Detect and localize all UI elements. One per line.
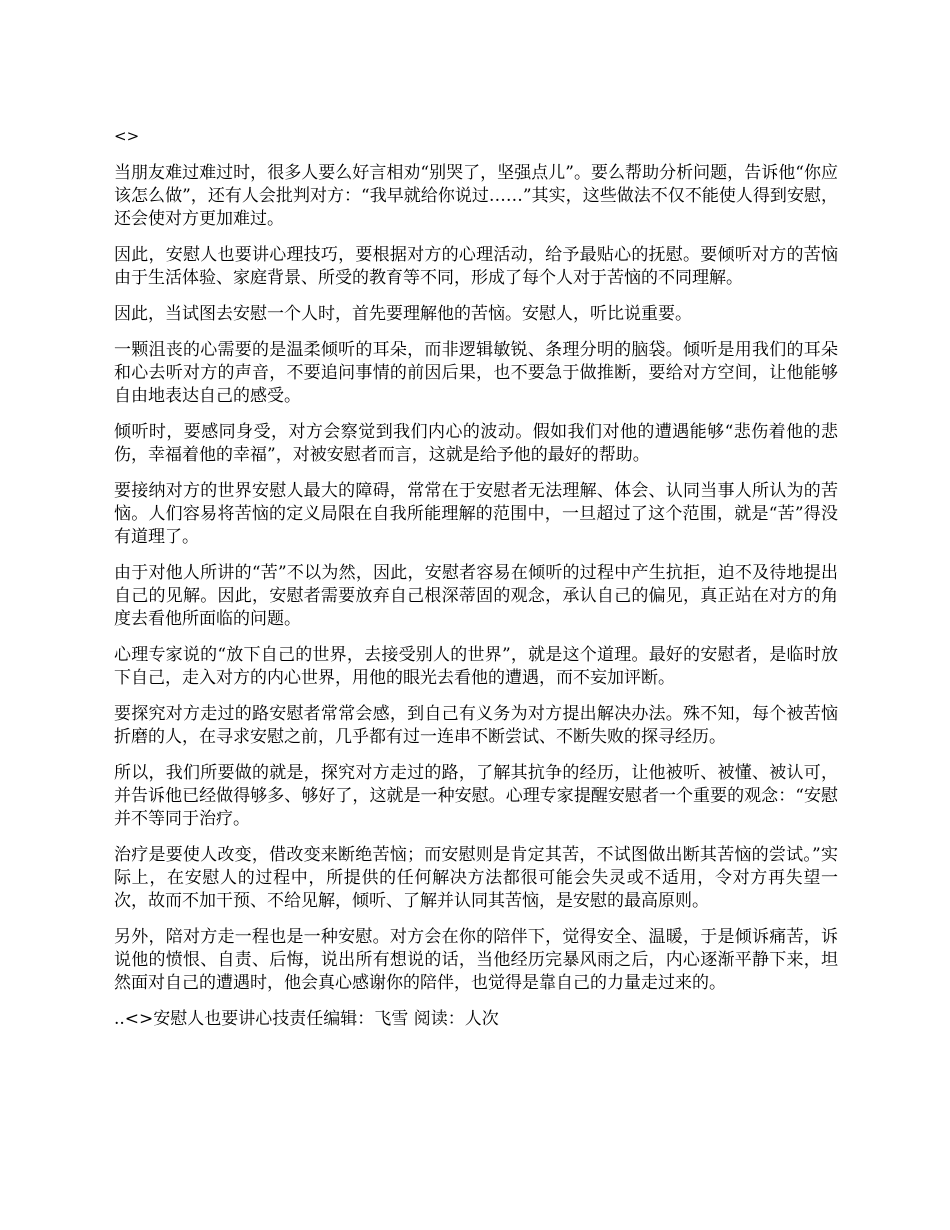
paragraph-3: 因此，当试图去安慰一个人时，首先要理解他的苦恼。安慰人，听比说重要。 [114,304,692,324]
paragraph-11: 治疗是要使人改变，借改变来断绝苦恼；而安慰则是肯定其苦，不试图做出断其苦恼的尝试。”实际上，在安慰人的过程中，所提供的任何解决方法都很可能会失灵或不适用，令对方再失望一次，故而不加干预、不给见解，倾听、了解并认同其苦恼，是安慰的最高原则。 [114,845,838,911]
article [114,126,838,1031]
paragraph-2: 因此，安慰人也要讲心理技巧，要根据对方的心理活动，给予最贴心的抚慰。要倾听对方的苦恼由于生活体验、家庭背景、所受的教育等不同，形成了每个人对于苦恼的不同理解。 [114,245,838,288]
paragraph-12: 另外，陪对方走一程也是一种安慰。对方会在你的陪伴下，觉得安全、温暖，于是倾诉痛苦，诉说他的愤恨、自责、后悔，说出所有想说的话，当他经历完暴风雨之后，内心逐渐平静下来，坦然面对自己的遭遇时，他会真心感谢你的陪伴，也觉得是靠自己的力量走过来的。 [114,927,838,993]
paragraph-6: 要接纳对方的世界安慰人最大的障碍，常常在于安慰者无法理解、体会、认同当事人所认为的苦恼。人们容易将苦恼的定义局限在自我所能理解的范围中，一旦超过了这个范围，就是“苦”得没有道理了。 [114,481,838,547]
footer-line: ..<>安慰人也要讲心技责任编辑：飞雪 阅读：人次 [114,1009,499,1029]
paragraph-5: 倾听时，要感同身受，对方会察觉到我们内心的波动。假如我们对他的遭遇能够“悲伤着他的悲伤，幸福着他的幸福”，对被安慰者而言，这就是给予他的最好的帮助。 [114,422,838,465]
header-mark: <> [114,127,140,145]
paragraph-1: 当朋友难过难过时，很多人要么好言相劝“别哭了，坚强点儿”。要么帮助分析问题，告诉他“你应该怎么做”，还有人会批判对方：“我早就给你说过……”其实，这些做法不仅不能使人得到安慰，还会使对方更加难过。 [114,163,838,229]
paragraph-8: 心理专家说的“放下自己的世界，去接受别人的世界”，就是这个道理。最好的安慰者，是临时放下自己，走入对方的内心世界，用他的眼光去看他的遭遇，而不妄加评断。 [114,645,838,688]
paragraph-9: 要探究对方走过的路安慰者常常会感，到自己有义务为对方提出解决办法。殊不知，每个被苦恼折磨的人，在寻求安慰之前，几乎都有过一连串不断尝试、不断失败的探寻经历。 [114,704,838,747]
paragraph-7: 由于对他人所讲的“苦”不以为然，因此，安慰者容易在倾听的过程中产生抗拒，迫不及待地提出自己的见解。因此，安慰者需要放弃自己根深蒂固的观念，承认自己的偏见，真正站在对方的角度去看他所面临的问题。 [114,563,838,629]
paragraph-10: 所以，我们所要做的就是，探究对方走过的路，了解其抗争的经历，让他被听、被懂、被认可，并告诉他已经做得够多、够好了，这就是一种安慰。心理专家提醒安慰者一个重要的观念：“安慰并不等同于治疗。 [114,763,838,829]
paragraph-4: 一颗沮丧的心需要的是温柔倾听的耳朵，而非逻辑敏锐、条理分明的脑袋。倾听是用我们的耳朵和心去听对方的声音，不要追问事情的前因后果，也不要急于做推断，要给对方空间，让他能够自由地表达自己的感受。 [114,340,838,406]
